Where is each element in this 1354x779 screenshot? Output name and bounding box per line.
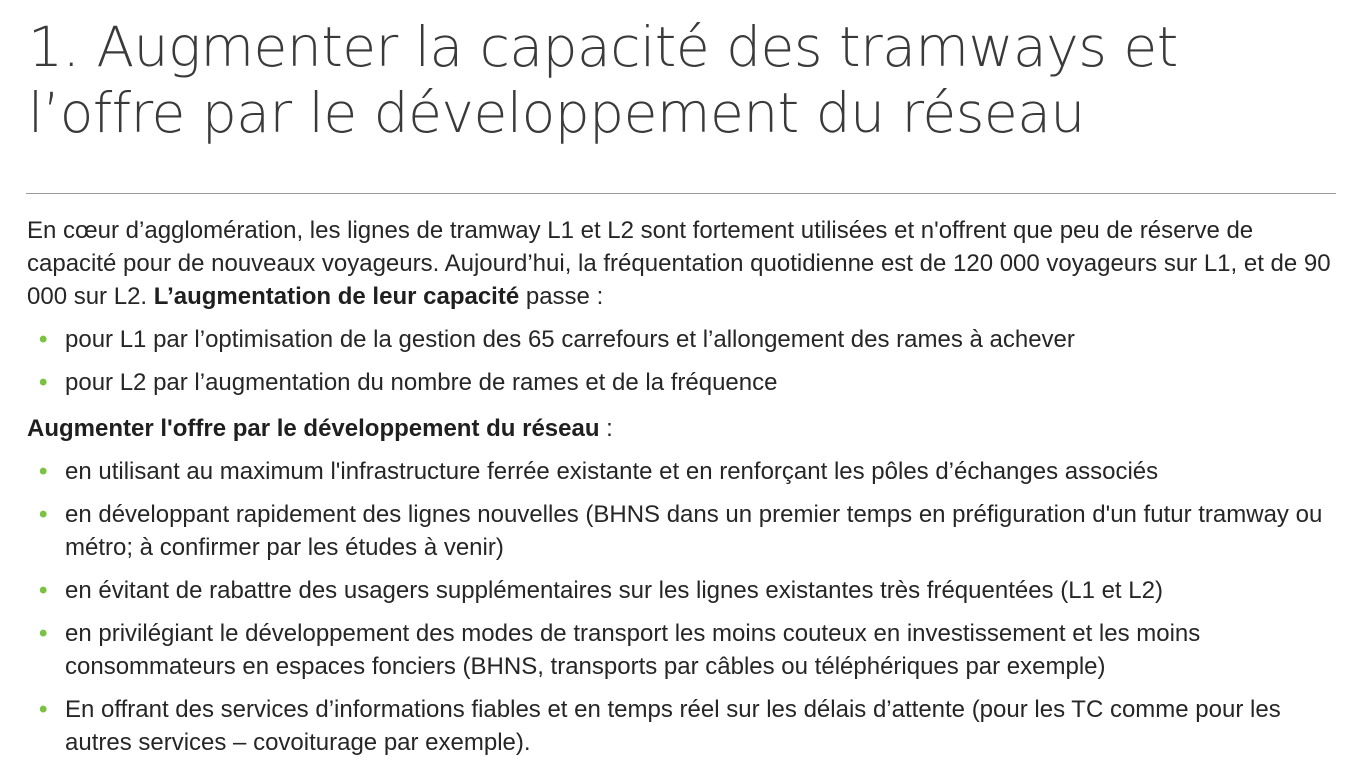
offer-heading (27, 412, 1345, 445)
list-item (27, 617, 1345, 683)
bullet-icon: • (39, 577, 48, 604)
offer-bold-text: Augmenter l'offre par le développement du réseau (27, 415, 600, 442)
bullet-icon: • (39, 501, 48, 528)
bullet-text: En offrant des services d’informations fiables et en temps réel sur les délais d’attente (pour les TC comme pour les autres services – covoiturage par exemple). (65, 696, 1281, 756)
bullet-icon: • (39, 458, 48, 485)
list-item (27, 693, 1345, 759)
intro-text: En cœur d’agglomération, les lignes de tramway L1 et L2 sont fortement utilisées et n'offrent que peu de réserve de capacité pour de nouveaux voyageurs. Aujourd’hui, la fréquentation quotidienne est de 120 000 voyageurs sur L1, et de 90 000 sur L2. (27, 217, 1331, 310)
list-item (27, 498, 1345, 564)
bullet-text: en utilisant au maximum l'infrastructure ferrée existante et en renforçant les pôles d’échanges associés (65, 458, 1159, 485)
slide-title: 1. Augmenter la capacité des tramways et l’offre par le développement du réseau (28, 15, 1178, 145)
list-item (27, 574, 1345, 607)
bullet-icon: • (39, 620, 48, 647)
intro-paragraph (27, 214, 1345, 313)
bullet-icon: • (39, 696, 48, 723)
offer-text-end: : (599, 415, 613, 442)
list-item (27, 323, 1345, 356)
bullet-icon: • (39, 369, 48, 396)
slide-body (27, 214, 1345, 759)
intro-text-end: passe : (519, 283, 604, 310)
title-divider (26, 193, 1336, 194)
bullet-text: pour L1 par l’optimisation de la gestion des 65 carrefours et l’allongement des rames à achever (65, 326, 1075, 353)
capacity-bullet-list (27, 323, 1345, 399)
list-item (27, 455, 1345, 488)
offer-bullet-list (27, 455, 1345, 759)
bullet-text: en développant rapidement des lignes nouvelles (BHNS dans un premier temps en préfiguration d'un futur tramway ou métro; à confirmer par les études à venir) (65, 501, 1323, 561)
bullet-text: en privilégiant le développement des modes de transport les moins couteux en investissement et les moins consommateurs en espaces fonciers (BHNS, transports par câbles ou téléphériques par exemple) (65, 620, 1201, 680)
bullet-text: pour L2 par l’augmentation du nombre de rames et de la fréquence (65, 369, 778, 396)
intro-bold-text: L’augmentation de leur capacité (153, 283, 520, 310)
bullet-icon: • (39, 326, 48, 353)
bullet-text: en évitant de rabattre des usagers supplémentaires sur les lignes existantes très fréquentées (L1 et L2) (65, 577, 1163, 604)
list-item (27, 366, 1345, 399)
